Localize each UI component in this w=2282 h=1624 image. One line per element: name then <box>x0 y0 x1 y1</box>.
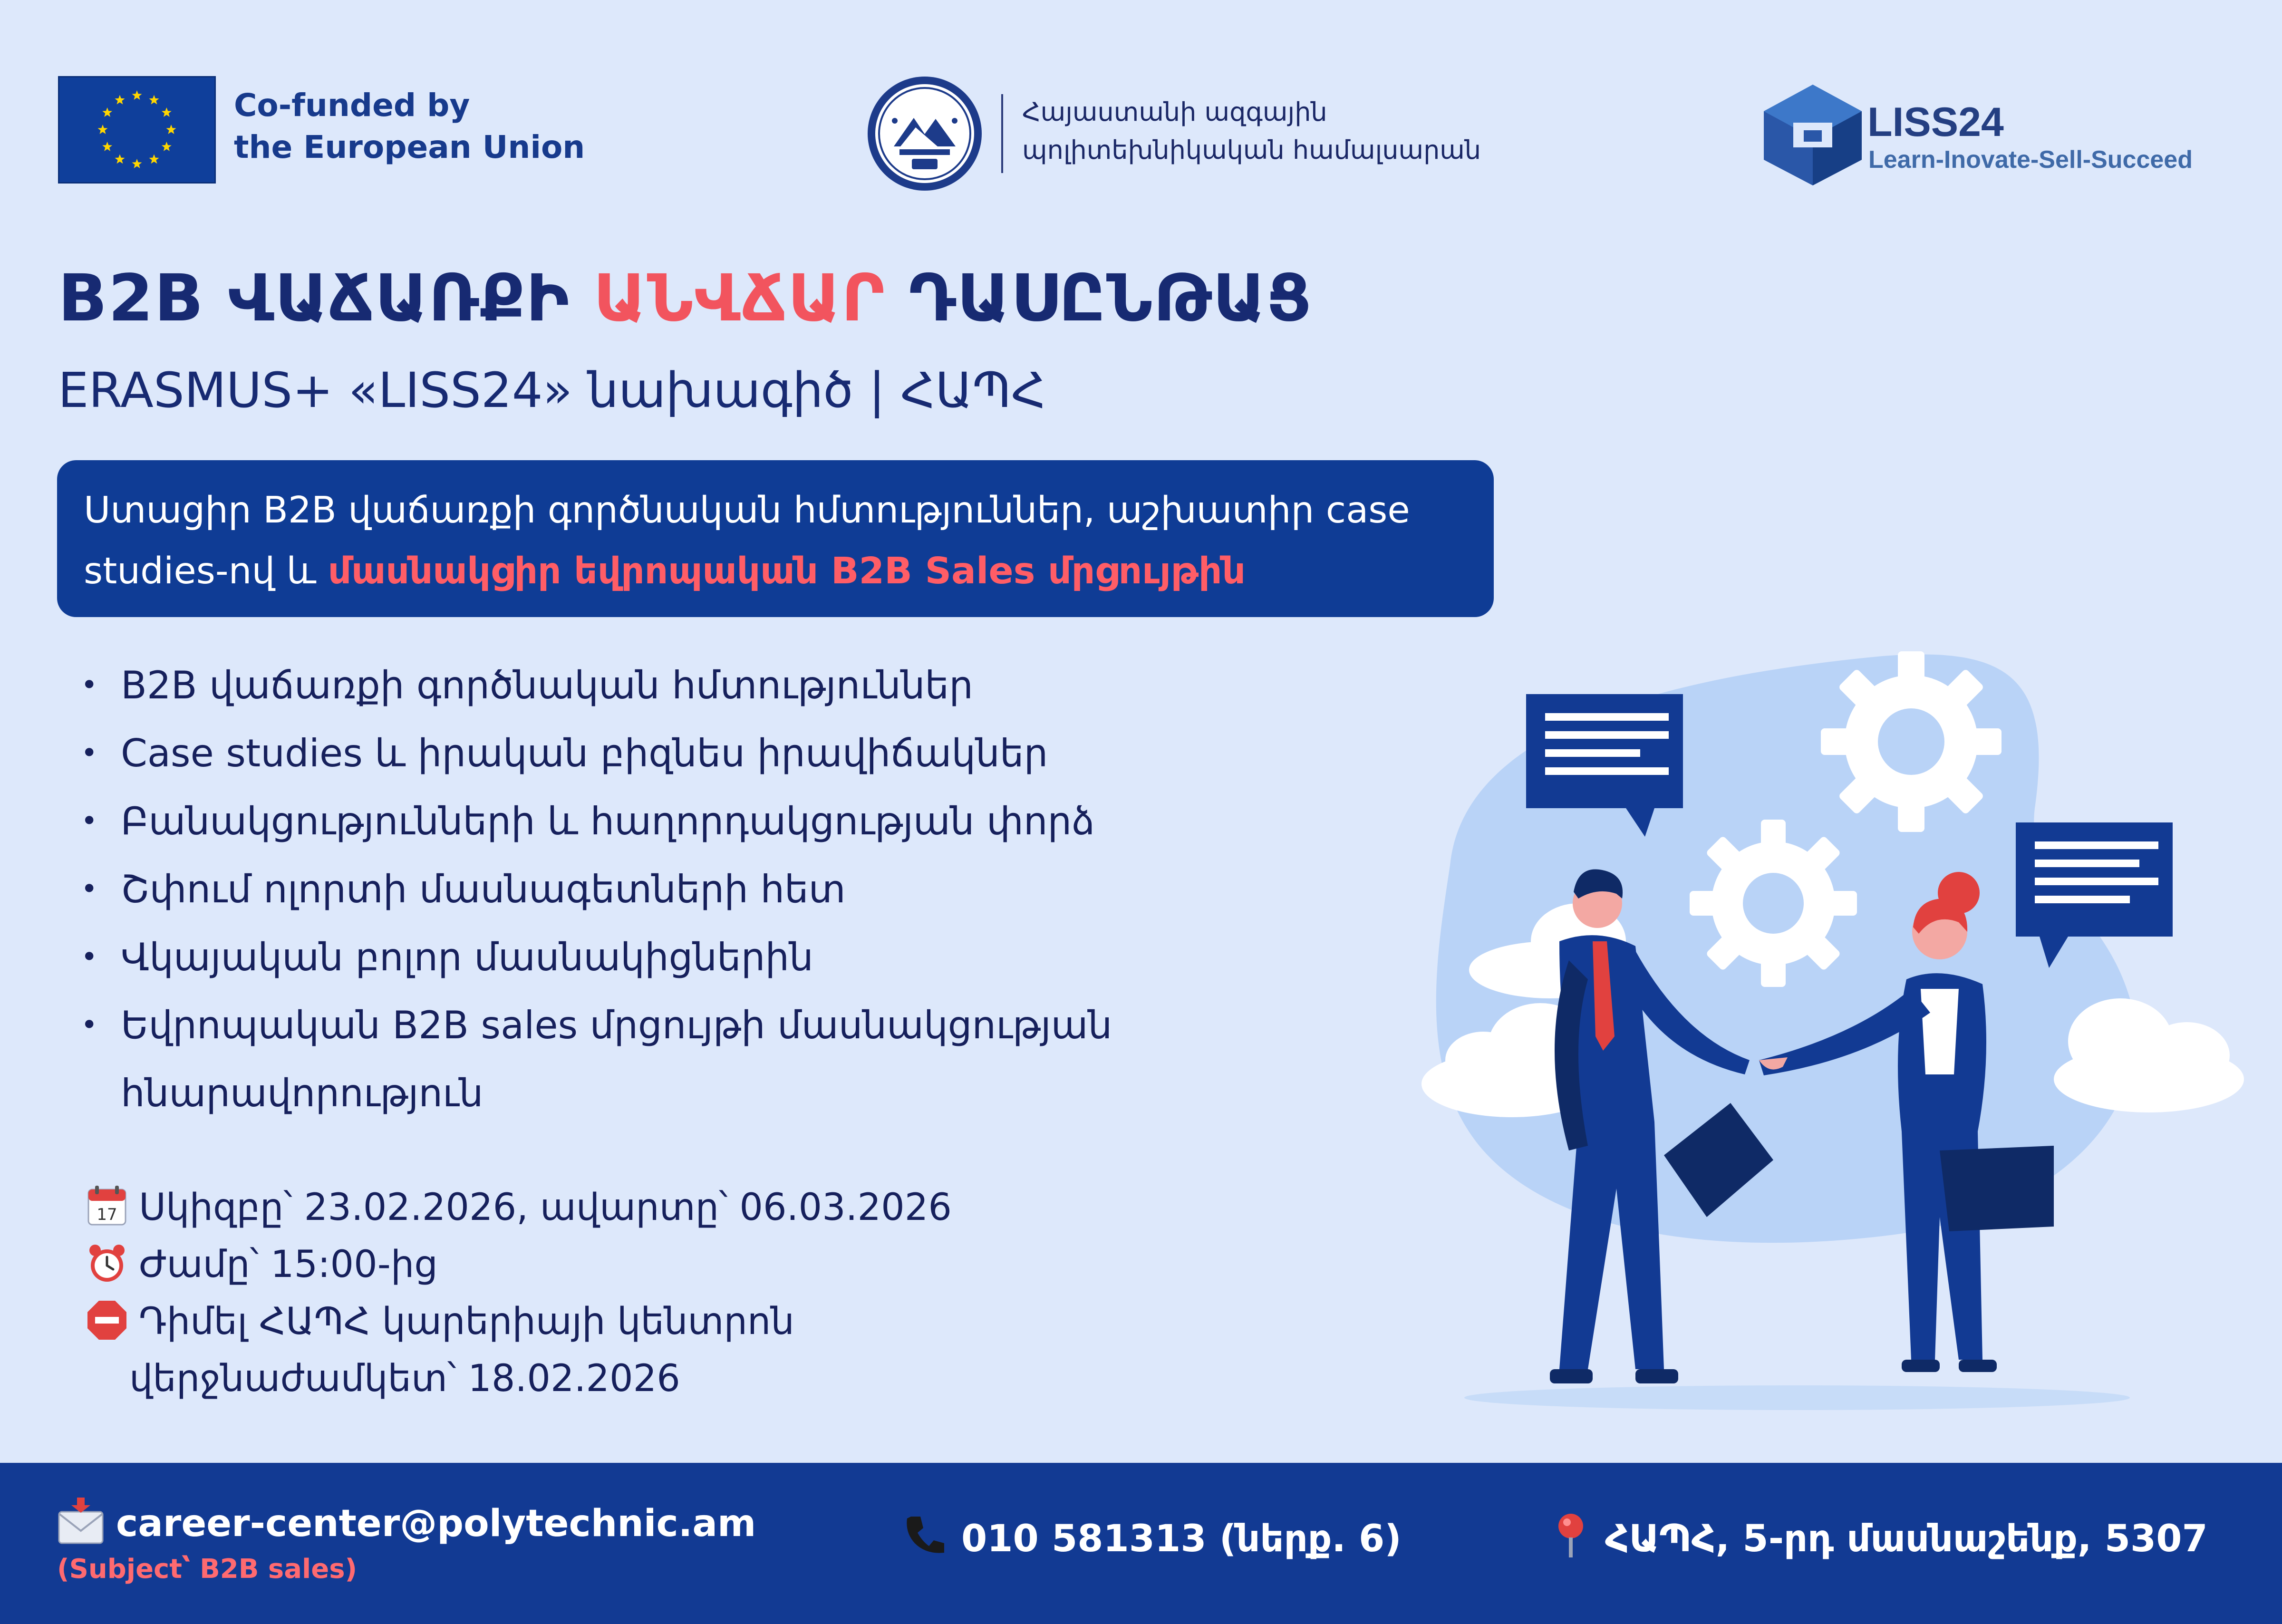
university-line1: Հայաստանի ազգային <box>1022 97 1327 127</box>
eu-label-line2: the European Union <box>234 129 585 165</box>
deadline-line2: վերջնաժամկետ՝ 18.02.2026 <box>129 1357 680 1400</box>
eu-star <box>162 142 172 151</box>
course-time <box>86 1236 1322 1293</box>
alarm-clock-icon <box>86 1242 128 1285</box>
university-seal-logo <box>866 75 983 192</box>
university-name <box>1022 93 1545 169</box>
list-item: • Շփում ոլորտի մասնագետների հետ <box>81 855 1317 923</box>
contact-address: ՀԱՊՀ, 5-րդ մասնաշենք, 5307 <box>1605 1518 2208 1560</box>
info-line2-prefix: studies-ով և <box>84 550 328 592</box>
envelope-icon <box>56 1497 106 1546</box>
eu-flag-logo <box>58 76 216 184</box>
stop-sign-icon <box>86 1299 128 1342</box>
contact-phone-link[interactable]: 010 581313 (ներք. 6) <box>961 1518 1402 1560</box>
schedule-block <box>86 1179 1322 1407</box>
eu-label-line1: Co-funded by <box>234 87 470 124</box>
cloud-right <box>2054 998 2244 1112</box>
list-item: • Եվրոպական B2B sales մրցույթի մասնակցության հնարավորություն <box>81 991 1317 1127</box>
list-item: • Case studies և իրական բիզնես իրավիճակներ <box>81 719 1317 787</box>
eu-star <box>132 159 142 168</box>
info-line2-highlight: մասնակցիր եվրոպական B2B Sales մրցույթին <box>328 550 1246 592</box>
eu-star <box>166 125 176 134</box>
eu-cofunded-label <box>234 85 595 168</box>
course-time-text: Ժամը՝ 15:00-ից <box>139 1243 438 1286</box>
deadline-line1: Դիմել ՀԱՊՀ կարերիայի կենտրոն <box>139 1300 794 1343</box>
title-part2: ԴԱՍԸՆԹԱՑ <box>885 261 1313 336</box>
info-banner <box>57 460 1494 617</box>
title-highlight: ԱՆՎՃԱՐ <box>593 261 886 336</box>
calendar-day: 17 <box>97 1205 117 1224</box>
eu-star <box>98 125 108 134</box>
eu-stars-icon <box>59 77 214 182</box>
eu-star <box>102 142 112 151</box>
map-pin-icon <box>1552 1512 1590 1559</box>
eu-star <box>149 154 159 164</box>
calendar-icon <box>86 1185 128 1228</box>
eu-star <box>102 107 112 117</box>
university-line2: պոլիտեխնիկական համալսարան <box>1022 135 1481 165</box>
info-line1: Ստացիր B2B վաճառքի գործնական հմտություններ, աշխատիր case <box>84 489 1410 532</box>
eu-star <box>149 95 159 105</box>
info-line2 <box>84 541 1467 602</box>
gear-icon <box>1690 820 1857 987</box>
liss24-brand-name: LISS24 <box>1867 99 2004 145</box>
deadline-date <box>86 1350 1322 1407</box>
list-item: • B2B վաճառքի գործնական հմտություններ <box>81 651 1317 719</box>
eu-star <box>162 107 172 117</box>
page-title <box>58 261 1313 337</box>
liss24-cube-logo <box>1760 83 1866 187</box>
benefits-list <box>81 651 1317 1127</box>
list-item: • Բանակցությունների և հաղորդակցության փորձ <box>81 787 1317 855</box>
page-subtitle: ERASMUS+ «LISS24» նախագիծ | ՀԱՊՀ <box>58 362 1046 419</box>
gear-icon <box>1821 651 2002 832</box>
liss24-tagline: Learn-Inovate-Sell-Succeed <box>1868 146 2193 174</box>
handshake-illustration <box>1293 618 2272 1426</box>
application-deadline <box>86 1293 1322 1350</box>
list-item: • Վկայական բոլոր մասնակիցներին <box>81 923 1317 991</box>
eu-star <box>115 154 125 164</box>
course-dates-text: Սկիզբը՝ 23.02.2026, ավարտը՝ 06.03.2026 <box>139 1186 952 1229</box>
telephone-icon <box>902 1512 948 1557</box>
eu-star <box>132 90 142 100</box>
contact-email-link[interactable]: career-center@polytechnic.am <box>116 1502 756 1545</box>
email-subject-note: (Subject՝ B2B sales) <box>57 1554 358 1585</box>
course-dates <box>86 1179 1322 1236</box>
title-part1: B2B ՎԱՃԱՌՔԻ <box>58 261 594 336</box>
eu-star <box>115 95 125 105</box>
header-divider <box>1001 94 1003 173</box>
